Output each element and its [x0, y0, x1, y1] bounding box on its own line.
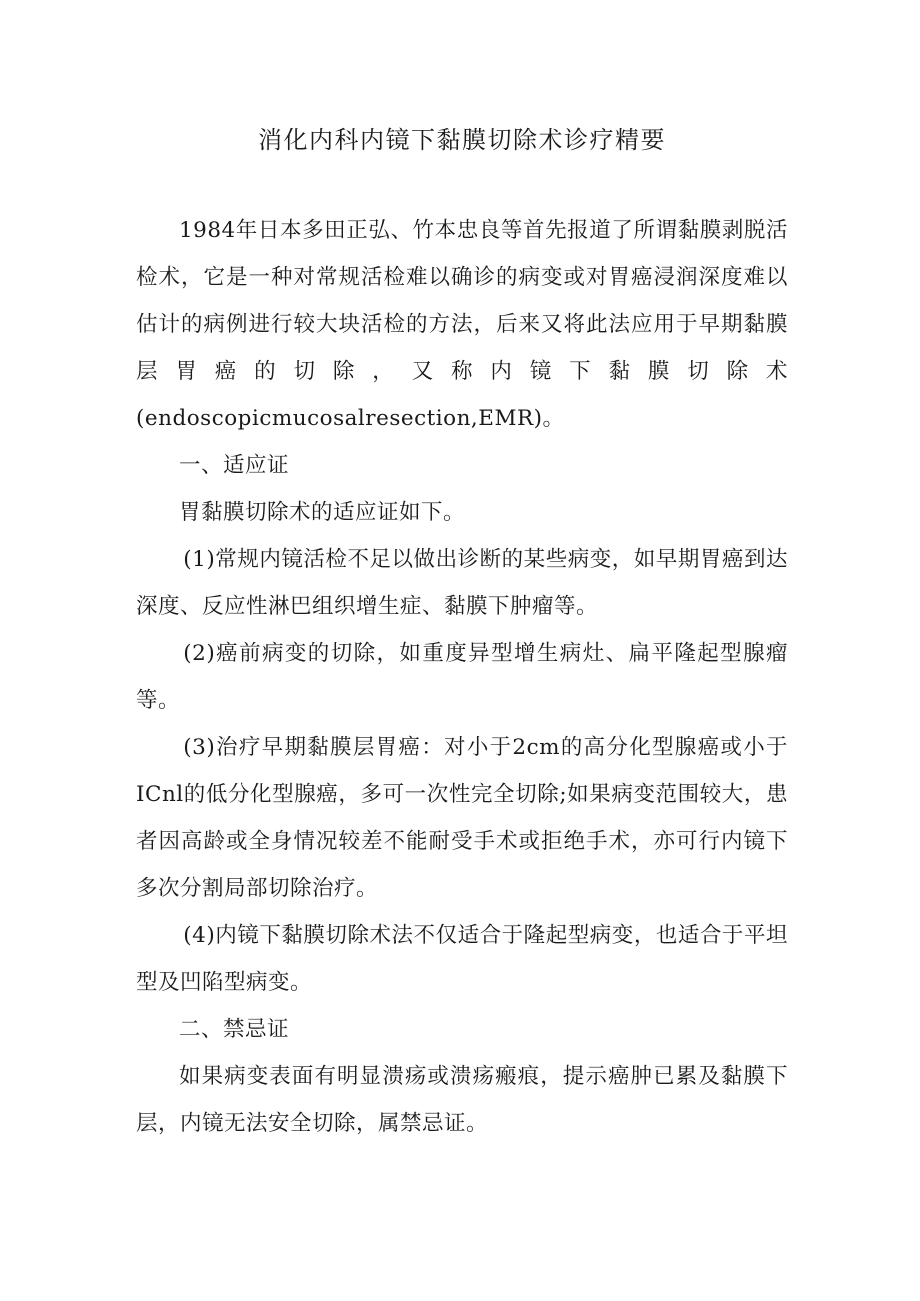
contraindication-paragraph: 如果病变表面有明显溃疡或溃疡瘢痕，提示癌肿已累及黏膜下层，内镜无法安全切除，属禁忌证。: [136, 1064, 788, 1136]
section-heading-indications: 一、适应证: [179, 453, 290, 478]
indications-lead: 胃黏膜切除术的适应证如下。: [179, 500, 466, 525]
indication-item-1: (1)常规内镜活检不足以做出诊断的某些病变，如早期胃癌到达深度、反应性淋巴组织增生症、黏膜下肿瘤等。: [136, 547, 788, 619]
indication-item-3: (3)治疗早期黏膜层胃癌：对小于2cm的高分化型腺癌或小于ICnl的低分化型腺癌，多可一次性完全切除;如果病变范围较大，患者因高龄或全身情况较差不能耐受手术或拒绝手术，亦可行内镜下多次分割局部切除治疗。: [136, 735, 788, 901]
section-heading-contraindications: 二、禁忌证: [179, 1017, 290, 1042]
intro-paragraph: 1984年日本多田正弘、竹本忠良等首先报道了所谓黏膜剥脱活检术，它是一种对常规活检难以确诊的病变或对胃癌浸润深度难以估计的病例进行较大块活检的方法，后来又将此法应用于早期黏膜层胃癌的切除，又称内镜下黏膜切除术(endoscopicmucosalresection,EMR)。: [136, 218, 788, 431]
indication-item-4: (4)内镜下黏膜切除术法不仅适合于隆起型病变，也适合于平坦型及凹陷型病变。: [136, 923, 788, 995]
document-page: [136, 116, 788, 1147]
indication-item-2: (2)癌前病变的切除，如重度异型增生病灶、扁平隆起型腺瘤等。: [136, 641, 788, 713]
document-title: 消化内科内镜下黏膜切除术诊疗精要: [258, 126, 666, 154]
